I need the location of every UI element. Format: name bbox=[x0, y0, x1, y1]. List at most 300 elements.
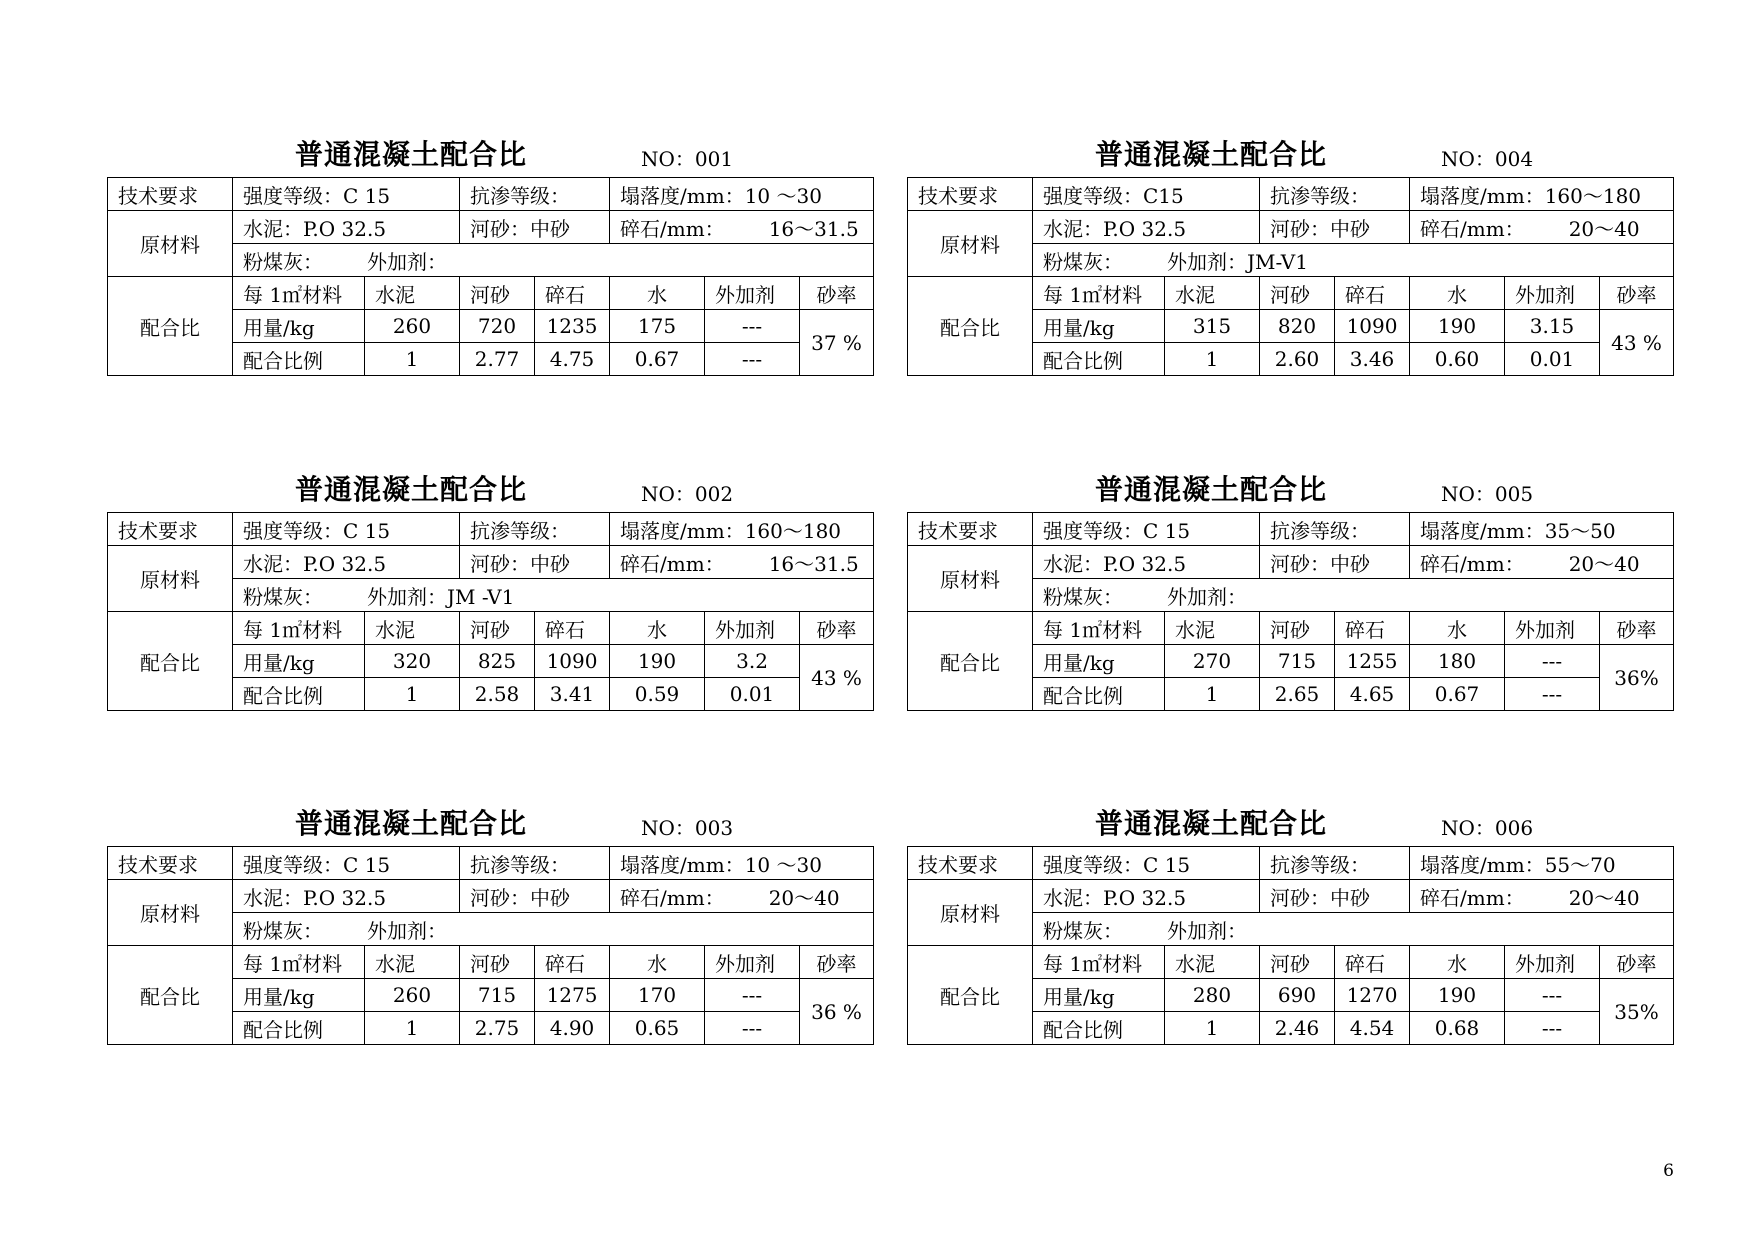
strength-grade bbox=[1033, 847, 1260, 880]
usage-admixture: 3.2 bbox=[705, 645, 800, 678]
col-header-cement: 水泥 bbox=[365, 277, 460, 310]
gravel-size bbox=[1410, 211, 1674, 244]
col-header-sand: 河砂 bbox=[1260, 277, 1335, 310]
mix-card-004 bbox=[907, 133, 1673, 376]
gravel-label: 碎石/mm： bbox=[620, 216, 725, 241]
mix-table bbox=[907, 177, 1674, 376]
table-row bbox=[908, 847, 1674, 880]
cement-label: 水泥： bbox=[1043, 551, 1103, 576]
col-header-cement: 水泥 bbox=[365, 946, 460, 979]
ratio-label: 配合比例 bbox=[233, 678, 365, 711]
ratio-admixture: --- bbox=[1505, 1012, 1600, 1045]
card-title: 普通混凝土配合比 bbox=[1095, 807, 1328, 840]
col-header-gravel: 碎石 bbox=[1335, 612, 1410, 645]
ratio-sand: 2.60 bbox=[1260, 343, 1335, 376]
usage-cement: 260 bbox=[365, 979, 460, 1012]
ratio-gravel: 4.65 bbox=[1335, 678, 1410, 711]
ratio-gravel: 4.54 bbox=[1335, 1012, 1410, 1045]
col-header-sand: 河砂 bbox=[460, 946, 535, 979]
slump bbox=[1410, 178, 1674, 211]
col-header-admixture: 外加剂 bbox=[705, 946, 800, 979]
col-header-sand: 河砂 bbox=[1260, 946, 1335, 979]
row-header-tech: 技术要求 bbox=[108, 513, 233, 546]
row-header-raw: 原材料 bbox=[908, 211, 1033, 277]
row-header-tech: 技术要求 bbox=[108, 847, 233, 880]
slump-label: 塌落度/mm： bbox=[620, 183, 745, 208]
ratio-cement: 1 bbox=[1165, 678, 1260, 711]
usage-gravel: 1255 bbox=[1335, 645, 1410, 678]
card-number-value: 001 bbox=[694, 147, 734, 171]
flyash-admixture bbox=[1033, 913, 1674, 946]
ratio-water: 0.65 bbox=[610, 1012, 705, 1045]
admixture-label: 外加剂： bbox=[367, 584, 447, 609]
per-m3-label: 每 1㎡材料 bbox=[233, 612, 365, 645]
ratio-gravel: 3.46 bbox=[1335, 343, 1410, 376]
table-row bbox=[108, 880, 874, 913]
gravel-value: 20～40 bbox=[768, 885, 840, 910]
usage-admixture: 3.15 bbox=[1505, 310, 1600, 343]
usage-water: 180 bbox=[1410, 645, 1505, 678]
strength-label: 强度等级： bbox=[243, 518, 343, 543]
per-m3-label: 每 1㎡材料 bbox=[233, 277, 365, 310]
col-header-sand-rate: 砂率 bbox=[1600, 612, 1674, 645]
ratio-label: 配合比例 bbox=[1033, 1012, 1165, 1045]
col-header-sand: 河砂 bbox=[460, 612, 535, 645]
col-header-water: 水 bbox=[610, 612, 705, 645]
strength-label: 强度等级： bbox=[243, 183, 343, 208]
ratio-water: 0.68 bbox=[1410, 1012, 1505, 1045]
col-header-sand: 河砂 bbox=[1260, 612, 1335, 645]
row-header-raw: 原材料 bbox=[108, 211, 233, 277]
card-number-value: 002 bbox=[694, 482, 734, 506]
table-row bbox=[908, 946, 1674, 979]
col-header-admixture: 外加剂 bbox=[705, 612, 800, 645]
col-header-water: 水 bbox=[610, 946, 705, 979]
gravel-value: 20～40 bbox=[1568, 216, 1640, 241]
gravel-label: 碎石/mm： bbox=[620, 885, 725, 910]
sand-rate-value: 35% bbox=[1600, 979, 1674, 1045]
table-row bbox=[108, 946, 874, 979]
river-sand bbox=[1260, 546, 1410, 579]
col-header-sand-rate: 砂率 bbox=[800, 277, 874, 310]
sand-label: 河砂： bbox=[470, 885, 531, 910]
usage-label: 用量/kg bbox=[1033, 645, 1165, 678]
ratio-cement: 1 bbox=[365, 678, 460, 711]
sand-value: 中砂 bbox=[1330, 885, 1371, 910]
river-sand bbox=[1260, 880, 1410, 913]
slump bbox=[1410, 847, 1674, 880]
slump-label: 塌落度/mm： bbox=[620, 518, 745, 543]
sand-rate-value: 36 % bbox=[800, 979, 874, 1045]
slump-value: 10 ～30 bbox=[744, 183, 822, 208]
col-header-gravel: 碎石 bbox=[535, 612, 610, 645]
per-m3-label: 每 1㎡材料 bbox=[1033, 612, 1165, 645]
cement-type bbox=[1033, 546, 1260, 579]
per-m3-label: 每 1㎡材料 bbox=[233, 946, 365, 979]
row-header-raw: 原材料 bbox=[108, 880, 233, 946]
ratio-label: 配合比例 bbox=[1033, 678, 1165, 711]
usage-water: 190 bbox=[1410, 979, 1505, 1012]
usage-admixture: --- bbox=[1505, 979, 1600, 1012]
slump bbox=[610, 178, 874, 211]
strength-value: C 15 bbox=[343, 852, 391, 877]
strength-label: 强度等级： bbox=[1043, 518, 1143, 543]
ratio-label: 配合比例 bbox=[233, 1012, 365, 1045]
ratio-admixture: 0.01 bbox=[705, 678, 800, 711]
row-header-tech: 技术要求 bbox=[908, 847, 1033, 880]
table-row bbox=[108, 612, 874, 645]
usage-water: 190 bbox=[1410, 310, 1505, 343]
mix-card-005 bbox=[907, 468, 1673, 711]
col-header-cement: 水泥 bbox=[1165, 946, 1260, 979]
cement-value: P.O 32.5 bbox=[303, 551, 387, 576]
gravel-value: 16～31.5 bbox=[768, 551, 859, 576]
cement-label: 水泥： bbox=[243, 885, 303, 910]
impermeability-label: 抗渗等级： bbox=[470, 518, 571, 543]
mix-table bbox=[907, 846, 1674, 1045]
strength-grade bbox=[233, 513, 460, 546]
usage-admixture: --- bbox=[705, 979, 800, 1012]
river-sand bbox=[460, 546, 610, 579]
impermeability-grade bbox=[460, 178, 610, 211]
cement-type bbox=[1033, 880, 1260, 913]
col-header-gravel: 碎石 bbox=[535, 946, 610, 979]
row-header-raw: 原材料 bbox=[908, 546, 1033, 612]
slump bbox=[610, 847, 874, 880]
strength-value: C 15 bbox=[1143, 518, 1191, 543]
sand-value: 中砂 bbox=[1330, 551, 1371, 576]
row-header-tech: 技术要求 bbox=[908, 178, 1033, 211]
table-row bbox=[108, 513, 874, 546]
card-number-prefix: NO： bbox=[641, 816, 695, 840]
mix-card-002 bbox=[107, 468, 873, 711]
sand-label: 河砂： bbox=[470, 216, 531, 241]
sand-label: 河砂： bbox=[1270, 551, 1331, 576]
table-row bbox=[108, 277, 874, 310]
row-header-raw: 原材料 bbox=[108, 546, 233, 612]
mix-table bbox=[107, 846, 874, 1045]
card-heading bbox=[107, 468, 873, 512]
card-heading bbox=[107, 133, 873, 177]
strength-value: C 15 bbox=[1143, 852, 1191, 877]
strength-value: C15 bbox=[1143, 183, 1184, 208]
card-number-prefix: NO： bbox=[1441, 816, 1495, 840]
gravel-size bbox=[1410, 546, 1674, 579]
card-number-prefix: NO： bbox=[1441, 147, 1495, 171]
ratio-sand: 2.46 bbox=[1260, 1012, 1335, 1045]
ratio-water: 0.67 bbox=[610, 343, 705, 376]
river-sand bbox=[460, 211, 610, 244]
table-row bbox=[108, 178, 874, 211]
usage-gravel: 1275 bbox=[535, 979, 610, 1012]
usage-gravel: 1270 bbox=[1335, 979, 1410, 1012]
slump-label: 塌落度/mm： bbox=[620, 852, 745, 877]
cement-value: P.O 32.5 bbox=[1103, 885, 1187, 910]
row-header-raw: 原材料 bbox=[908, 880, 1033, 946]
col-header-gravel: 碎石 bbox=[1335, 946, 1410, 979]
usage-water: 170 bbox=[610, 979, 705, 1012]
slump-value: 160～180 bbox=[744, 518, 842, 543]
sand-rate-value: 37 % bbox=[800, 310, 874, 376]
card-number bbox=[641, 143, 733, 172]
ratio-cement: 1 bbox=[1165, 343, 1260, 376]
row-header-tech: 技术要求 bbox=[108, 178, 233, 211]
col-header-admixture: 外加剂 bbox=[1505, 277, 1600, 310]
cement-label: 水泥： bbox=[1043, 216, 1103, 241]
sand-label: 河砂： bbox=[470, 551, 531, 576]
cement-label: 水泥： bbox=[1043, 885, 1103, 910]
flyash-label: 粉煤灰： bbox=[1043, 249, 1123, 274]
sand-rate-value: 36% bbox=[1600, 645, 1674, 711]
ratio-gravel: 4.90 bbox=[535, 1012, 610, 1045]
river-sand bbox=[460, 880, 610, 913]
card-title: 普通混凝土配合比 bbox=[295, 473, 528, 506]
table-row bbox=[908, 546, 1674, 579]
col-header-cement: 水泥 bbox=[1165, 612, 1260, 645]
flyash-admixture bbox=[233, 913, 874, 946]
usage-cement: 260 bbox=[365, 310, 460, 343]
slump bbox=[1410, 513, 1674, 546]
ratio-admixture: 0.01 bbox=[1505, 343, 1600, 376]
usage-label: 用量/kg bbox=[1033, 310, 1165, 343]
card-number bbox=[1441, 812, 1533, 841]
sand-value: 中砂 bbox=[530, 216, 571, 241]
ratio-label: 配合比例 bbox=[1033, 343, 1165, 376]
gravel-label: 碎石/mm： bbox=[1420, 216, 1525, 241]
mix-card-001 bbox=[107, 133, 873, 376]
impermeability-label: 抗渗等级： bbox=[1270, 518, 1371, 543]
admixture-label: 外加剂： bbox=[1167, 584, 1247, 609]
usage-sand: 825 bbox=[460, 645, 535, 678]
sand-rate-value: 43 % bbox=[800, 645, 874, 711]
cement-label: 水泥： bbox=[243, 551, 303, 576]
usage-cement: 320 bbox=[365, 645, 460, 678]
usage-label: 用量/kg bbox=[233, 645, 365, 678]
usage-label: 用量/kg bbox=[233, 979, 365, 1012]
cement-type bbox=[233, 211, 460, 244]
card-number bbox=[1441, 478, 1533, 507]
page-number: 6 bbox=[1663, 1161, 1674, 1181]
table-row bbox=[908, 513, 1674, 546]
flyash-label: 粉煤灰： bbox=[1043, 584, 1123, 609]
admixture-value: JM -V1 bbox=[447, 584, 515, 609]
strength-label: 强度等级： bbox=[1043, 183, 1143, 208]
card-title: 普通混凝土配合比 bbox=[295, 807, 528, 840]
gravel-value: 16～31.5 bbox=[768, 216, 859, 241]
col-header-water: 水 bbox=[1410, 612, 1505, 645]
table-row bbox=[908, 880, 1674, 913]
col-header-sand-rate: 砂率 bbox=[800, 946, 874, 979]
card-number-prefix: NO： bbox=[1441, 482, 1495, 506]
slump-label: 塌落度/mm： bbox=[1420, 183, 1545, 208]
admixture-label: 外加剂： bbox=[1167, 249, 1247, 274]
col-header-admixture: 外加剂 bbox=[705, 277, 800, 310]
slump-label: 塌落度/mm： bbox=[1420, 518, 1545, 543]
slump-value: 55～70 bbox=[1544, 852, 1616, 877]
impermeability-grade bbox=[1260, 847, 1410, 880]
ratio-sand: 2.77 bbox=[460, 343, 535, 376]
card-heading bbox=[107, 802, 873, 846]
flyash-admixture bbox=[233, 579, 874, 612]
cement-value: P.O 32.5 bbox=[1103, 216, 1187, 241]
col-header-water: 水 bbox=[1410, 946, 1505, 979]
impermeability-grade bbox=[1260, 178, 1410, 211]
flyash-label: 粉煤灰： bbox=[243, 584, 323, 609]
mix-table bbox=[107, 177, 874, 376]
gravel-value: 20～40 bbox=[1568, 885, 1640, 910]
flyash-admixture bbox=[1033, 579, 1674, 612]
col-header-admixture: 外加剂 bbox=[1505, 946, 1600, 979]
col-header-sand-rate: 砂率 bbox=[1600, 277, 1674, 310]
table-row bbox=[908, 277, 1674, 310]
table-row bbox=[108, 847, 874, 880]
strength-value: C 15 bbox=[343, 183, 391, 208]
card-number bbox=[641, 812, 733, 841]
strength-grade bbox=[233, 847, 460, 880]
gravel-label: 碎石/mm： bbox=[1420, 885, 1525, 910]
per-m3-label: 每 1㎡材料 bbox=[1033, 946, 1165, 979]
card-number-prefix: NO： bbox=[641, 482, 695, 506]
col-header-sand: 河砂 bbox=[460, 277, 535, 310]
sand-label: 河砂： bbox=[1270, 216, 1331, 241]
slump-value: 160～180 bbox=[1544, 183, 1642, 208]
ratio-admixture: --- bbox=[705, 343, 800, 376]
col-header-sand-rate: 砂率 bbox=[800, 612, 874, 645]
slump-value: 10 ～30 bbox=[744, 852, 822, 877]
gravel-size bbox=[610, 880, 874, 913]
row-header-mix: 配合比 bbox=[108, 612, 233, 711]
card-title: 普通混凝土配合比 bbox=[295, 138, 528, 171]
card-heading bbox=[907, 468, 1673, 512]
usage-cement: 315 bbox=[1165, 310, 1260, 343]
table-row bbox=[908, 178, 1674, 211]
ratio-cement: 1 bbox=[365, 1012, 460, 1045]
cement-value: P.O 32.5 bbox=[303, 885, 387, 910]
strength-label: 强度等级： bbox=[243, 852, 343, 877]
ratio-admixture: --- bbox=[705, 1012, 800, 1045]
per-m3-label: 每 1㎡材料 bbox=[1033, 277, 1165, 310]
usage-cement: 270 bbox=[1165, 645, 1260, 678]
strength-grade bbox=[233, 178, 460, 211]
flyash-admixture bbox=[233, 244, 874, 277]
impermeability-label: 抗渗等级： bbox=[470, 852, 571, 877]
col-header-gravel: 碎石 bbox=[1335, 277, 1410, 310]
ratio-admixture: --- bbox=[1505, 678, 1600, 711]
mix-card-003 bbox=[107, 802, 873, 1045]
sand-value: 中砂 bbox=[530, 885, 571, 910]
usage-gravel: 1090 bbox=[1335, 310, 1410, 343]
row-header-tech: 技术要求 bbox=[908, 513, 1033, 546]
ratio-gravel: 3.41 bbox=[535, 678, 610, 711]
impermeability-grade bbox=[460, 847, 610, 880]
row-header-mix: 配合比 bbox=[908, 277, 1033, 376]
card-number-value: 005 bbox=[1494, 482, 1534, 506]
usage-sand: 720 bbox=[460, 310, 535, 343]
strength-grade bbox=[1033, 178, 1260, 211]
cement-value: P.O 32.5 bbox=[303, 216, 387, 241]
strength-grade bbox=[1033, 513, 1260, 546]
impermeability-label: 抗渗等级： bbox=[1270, 852, 1371, 877]
usage-admixture: --- bbox=[705, 310, 800, 343]
usage-cement: 280 bbox=[1165, 979, 1260, 1012]
impermeability-label: 抗渗等级： bbox=[1270, 183, 1371, 208]
mix-card-006 bbox=[907, 802, 1673, 1045]
gravel-size bbox=[610, 546, 874, 579]
table-row bbox=[908, 612, 1674, 645]
flyash-label: 粉煤灰： bbox=[243, 249, 323, 274]
col-header-water: 水 bbox=[610, 277, 705, 310]
usage-water: 190 bbox=[610, 645, 705, 678]
flyash-admixture bbox=[1033, 244, 1674, 277]
slump-value: 35～50 bbox=[1544, 518, 1616, 543]
ratio-gravel: 4.75 bbox=[535, 343, 610, 376]
sand-value: 中砂 bbox=[530, 551, 571, 576]
card-number-value: 004 bbox=[1494, 147, 1534, 171]
admixture-value: JM-V1 bbox=[1247, 249, 1308, 274]
ratio-water: 0.59 bbox=[610, 678, 705, 711]
col-header-sand-rate: 砂率 bbox=[1600, 946, 1674, 979]
card-title: 普通混凝土配合比 bbox=[1095, 473, 1328, 506]
card-number-value: 006 bbox=[1494, 816, 1534, 840]
card-title: 普通混凝土配合比 bbox=[1095, 138, 1328, 171]
ratio-label: 配合比例 bbox=[233, 343, 365, 376]
usage-sand: 715 bbox=[1260, 645, 1335, 678]
col-header-cement: 水泥 bbox=[1165, 277, 1260, 310]
flyash-label: 粉煤灰： bbox=[1043, 918, 1123, 943]
card-number bbox=[1441, 143, 1533, 172]
sand-value: 中砂 bbox=[1330, 216, 1371, 241]
usage-sand: 715 bbox=[460, 979, 535, 1012]
flyash-label: 粉煤灰： bbox=[243, 918, 323, 943]
impermeability-grade bbox=[460, 513, 610, 546]
table-row bbox=[908, 211, 1674, 244]
row-header-mix: 配合比 bbox=[108, 277, 233, 376]
card-number-value: 003 bbox=[694, 816, 734, 840]
impermeability-label: 抗渗等级： bbox=[470, 183, 571, 208]
cement-type bbox=[1033, 211, 1260, 244]
gravel-label: 碎石/mm： bbox=[1420, 551, 1525, 576]
ratio-water: 0.60 bbox=[1410, 343, 1505, 376]
ratio-sand: 2.65 bbox=[1260, 678, 1335, 711]
sand-label: 河砂： bbox=[1270, 885, 1331, 910]
col-header-gravel: 碎石 bbox=[535, 277, 610, 310]
col-header-cement: 水泥 bbox=[365, 612, 460, 645]
gravel-value: 20～40 bbox=[1568, 551, 1640, 576]
usage-water: 175 bbox=[610, 310, 705, 343]
cement-type bbox=[233, 880, 460, 913]
col-header-admixture: 外加剂 bbox=[1505, 612, 1600, 645]
impermeability-grade bbox=[1260, 513, 1410, 546]
strength-value: C 15 bbox=[343, 518, 391, 543]
usage-sand: 690 bbox=[1260, 979, 1335, 1012]
row-header-mix: 配合比 bbox=[908, 946, 1033, 1045]
row-header-mix: 配合比 bbox=[908, 612, 1033, 711]
card-heading bbox=[907, 133, 1673, 177]
row-header-mix: 配合比 bbox=[108, 946, 233, 1045]
usage-admixture: --- bbox=[1505, 645, 1600, 678]
gravel-label: 碎石/mm： bbox=[620, 551, 725, 576]
ratio-sand: 2.75 bbox=[460, 1012, 535, 1045]
admixture-label: 外加剂： bbox=[367, 249, 447, 274]
col-header-water: 水 bbox=[1410, 277, 1505, 310]
admixture-label: 外加剂： bbox=[367, 918, 447, 943]
mix-table bbox=[907, 512, 1674, 711]
sand-rate-value: 43 % bbox=[1600, 310, 1674, 376]
slump-label: 塌落度/mm： bbox=[1420, 852, 1545, 877]
usage-label: 用量/kg bbox=[1033, 979, 1165, 1012]
slump bbox=[610, 513, 874, 546]
ratio-cement: 1 bbox=[365, 343, 460, 376]
